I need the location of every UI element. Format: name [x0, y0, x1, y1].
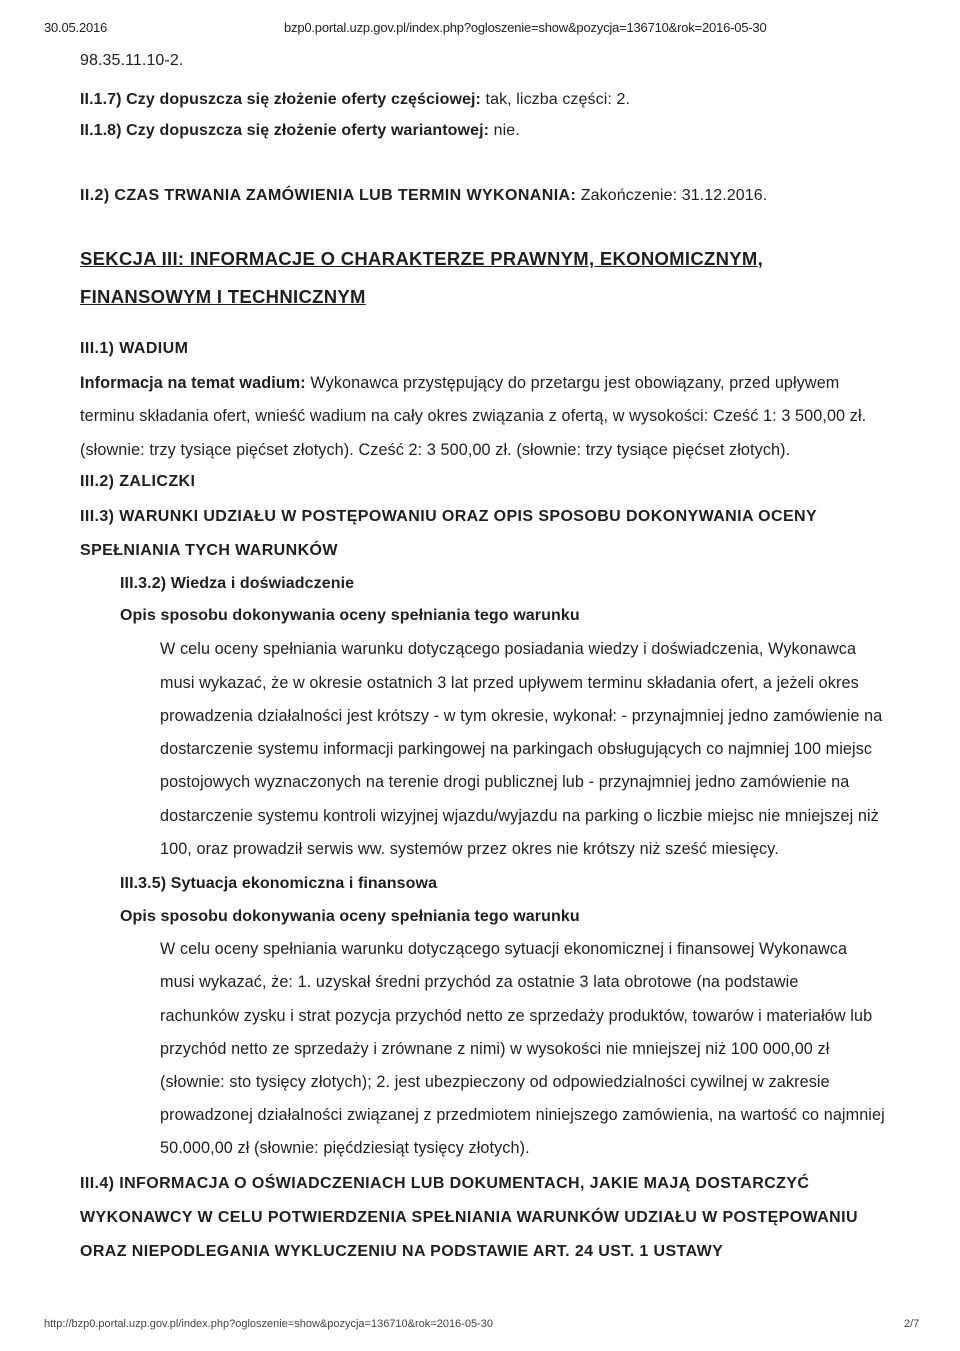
dokumenty-heading-line-1: III.4) INFORMACJA O OŚWIADCZENIACH LUB DOKUMENTACH, JAKIE MAJĄ DOSTARCZYĆ: [80, 1175, 810, 1192]
duration-value: Zakończenie: 31.12.2016.: [580, 187, 768, 204]
wiedza-line: 100, oraz prowadził serwis ww. systemów przez okres nie krótszy niż sześć miesięcy.: [160, 840, 779, 858]
print-date: 30.05.2016: [44, 20, 108, 35]
wiedza-line: prowadzenia działalności jest krótszy - w tym okresie, wykonał: - przynajmniej jedno zamówienie na: [160, 707, 883, 725]
duration-label: II.2) CZAS TRWANIA ZAMÓWIENIA LUB TERMIN WYKONANIA:: [80, 187, 577, 204]
section-title-line-1: SEKCJA III: INFORMACJE O CHARAKTERZE PRAWNYM, EKONOMICZNYM,: [80, 248, 764, 269]
footer-url: http://bzp0.portal.uzp.gov.pl/index.php?ogloszenie=show&pozycja=136710&rok=2016-05-30: [44, 1318, 493, 1330]
opis-heading-2: Opis sposobu dokonywania oceny spełniania tego warunku: [120, 908, 580, 925]
wiedza-line: dostarczenie systemu kontroli wizyjnej wjazdu/wyjazdu na parking o liczbie miejsc nie mniejszej niż: [160, 807, 879, 825]
dokumenty-heading-line-2: WYKONAWCY W CELU POTWIERDZENIA SPEŁNIANIA WARUNKÓW UDZIAŁU W POSTĘPOWANIU: [80, 1209, 858, 1226]
cpv-code: 98.35.11.10-2.: [80, 52, 184, 69]
page-number: 2/7: [904, 1318, 920, 1330]
wadium-line-3: (słownie: trzy tysiące pięćset złotych). Cześć 2: 3 500,00 zł. (słownie: trzy tysiące pięćset złotych).: [80, 441, 791, 459]
ekonom-line: W celu oceny spełniania warunku dotyczącego sytuacji ekonomicznej i finansowej Wykonawca: [160, 940, 848, 958]
ekonom-line: 50.000,00 zł (słownie: pięćdziesiąt tysięcy złotych).: [160, 1139, 530, 1157]
ekonom-line: rachunków zysku i strat pozycja przychód netto ze sprzedaży produktów, towarów i materiałów lub: [160, 1007, 873, 1025]
ekonom-line: prowadzonej działalności związanej z przedmiotem niniejszego zamówienia, na wartość co najmniej: [160, 1106, 885, 1124]
variant-offer-label: II.1.8) Czy dopuszcza się złożenie oferty wariantowej:: [80, 122, 490, 139]
wiedza-line: dostarczenie systemu informacji parkingowej na parkingach obsługujących co najmniej 100 miejsc: [160, 740, 873, 758]
section-title-line-2: FINANSOWYM I TECHNICZNYM: [80, 286, 366, 307]
partial-offer-row: [80, 91, 630, 109]
dokumenty-heading-line-3: ORAZ NIEPODLEGANIA WYKLUCZENIU NA PODSTAWIE ART. 24 UST. 1 USTAWY: [80, 1243, 724, 1260]
partial-offer-label: II.1.7) Czy dopuszcza się złożenie oferty częściowej:: [80, 91, 481, 108]
wiedza-line: W celu oceny spełniania warunku dotyczącego posiadania wiedzy i doświadczenia, Wykonawca: [160, 640, 857, 658]
wadium-line-1: [80, 374, 839, 393]
print-url: bzp0.portal.uzp.gov.pl/index.php?ogloszenie=show&pozycja=136710&rok=2016-05-30: [284, 20, 767, 35]
wadium-label: Informacja na temat wadium:: [80, 374, 306, 392]
ekonom-line: musi wykazać, że: 1. uzyskał średni przychód za ostatnie 3 lata obrotowe (na podstawie: [160, 973, 799, 991]
ekonom-line: (słownie: sto tysięcy złotych); 2. jest ubezpieczony od odpowiedzialności cywilnej w zakresie: [160, 1073, 830, 1091]
ekonom-heading: III.3.5) Sytuacja ekonomiczna i finansowa: [120, 875, 438, 892]
wiedza-line: musi wykazać, że w okresie ostatnich 3 lat przed upływem terminu składania ofert, a jeżeli okres: [160, 674, 859, 692]
wadium-text-1: Wykonawca przystępujący do przetargu jest obowiązany, przed upływem: [310, 374, 840, 392]
warunki-heading-line-2: SPEŁNIANIA TYCH WARUNKÓW: [80, 542, 338, 559]
opis-heading-1: Opis sposobu dokonywania oceny spełniania tego warunku: [120, 607, 580, 624]
variant-offer-row: [80, 122, 520, 140]
zaliczki-heading: III.2) ZALICZKI: [80, 473, 196, 490]
warunki-heading-line-1: III.3) WARUNKI UDZIAŁU W POSTĘPOWANIU ORAZ OPIS SPOSOBU DOKONYWANIA OCENY: [80, 508, 818, 525]
partial-offer-value: tak, liczba części: 2.: [485, 91, 631, 108]
wiedza-line: postojowych wyznaczonych na terenie drogi publicznej lub - przynajmniej jedno zamówienie na: [160, 773, 850, 791]
wadium-line-2: terminu składania ofert, wnieść wadium na cały okres związania z ofertą, w wysokości: Cześć 1: 3 500,00 zł.: [80, 407, 867, 425]
variant-offer-value: nie.: [493, 122, 520, 139]
wiedza-heading: III.3.2) Wiedza i doświadczenie: [120, 575, 355, 592]
wadium-heading: III.1) WADIUM: [80, 340, 189, 357]
ekonom-line: przychód netto ze sprzedaży i zrównane z nimi) w wysokości nie mniejszej niż 100 000,00 zł: [160, 1040, 830, 1058]
duration-row: [80, 187, 767, 205]
